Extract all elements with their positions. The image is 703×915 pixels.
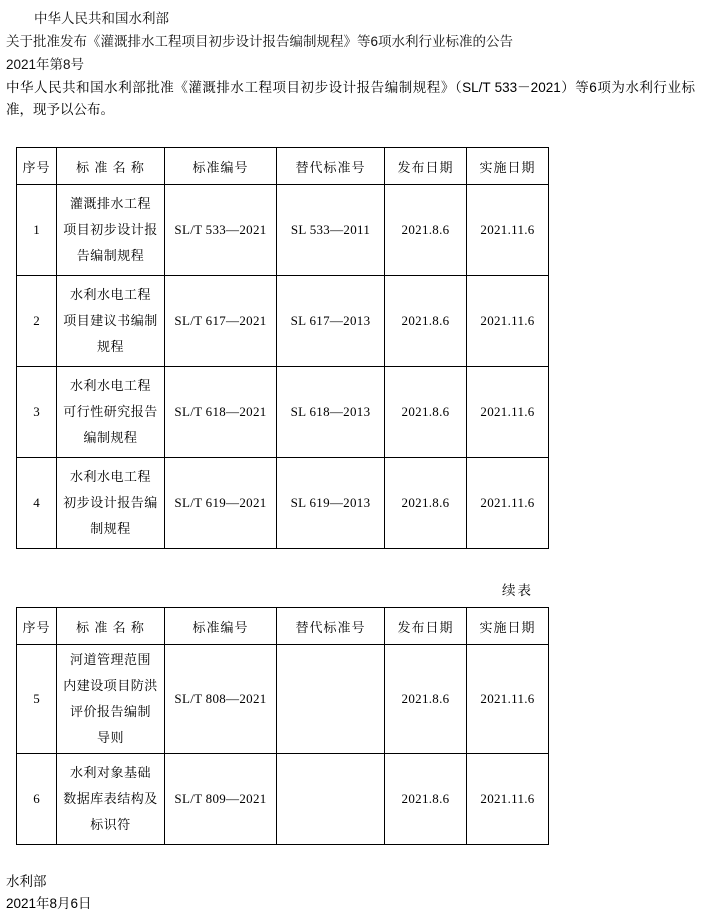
cell-effective: 2021.11.6 (467, 458, 549, 549)
table-header-row (17, 148, 549, 185)
name-line: 编制规程 (83, 430, 138, 445)
table-row (17, 754, 549, 845)
cell-name (57, 754, 165, 845)
cell-published: 2021.8.6 (385, 276, 467, 367)
header-cell-no: 序号 (17, 608, 57, 645)
cell-code: SL/T 618—2021 (165, 367, 277, 458)
header-cell-published: 发布日期 (385, 608, 467, 645)
name-line: 告编制规程 (76, 248, 145, 263)
cell-no: 3 (17, 367, 57, 458)
table-row (17, 276, 549, 367)
header-cell-no: 序号 (17, 148, 57, 185)
footer-date: 2021年8月6日 (6, 896, 92, 911)
header-cell-effective: 实施日期 (467, 608, 549, 645)
name-line: 可行性研究报告 (63, 404, 158, 419)
cell-code: SL/T 619—2021 (165, 458, 277, 549)
cell-replaces: SL 533—2011 (277, 185, 385, 276)
cell-effective: 2021.11.6 (467, 754, 549, 845)
cell-replaces: SL 617—2013 (277, 276, 385, 367)
header-cell-name: 标 准 名 称 (57, 148, 165, 185)
name-line: 标识符 (90, 817, 131, 832)
document-number: 2021年第8号 (6, 57, 85, 72)
name-line: 水利水电工程 (69, 469, 151, 484)
name-line: 规程 (96, 339, 124, 354)
announcement-title: 关于批准发布《灌溉排水工程项目初步设计报告编制规程》等6项水利行业标准的公告 (6, 34, 514, 49)
table-header-row (17, 608, 549, 645)
issuer-line: 中华人民共和国水利部 (34, 11, 169, 26)
cell-published: 2021.8.6 (385, 645, 467, 754)
name-line: 数据库表结构及 (63, 791, 158, 806)
name-line: 内建设项目防洪 (63, 678, 158, 693)
cell-effective: 2021.11.6 (467, 645, 549, 754)
announcement-body: 中华人民共和国水利部批准《灌溉排水工程项目初步设计报告编制规程》（SL/T 533－2021）等6项为水利行业标准，现予以公布。 (6, 80, 695, 117)
header-cell-replaces: 替代标准号 (277, 148, 385, 185)
cell-replaces: SL 618—2013 (277, 367, 385, 458)
cell-published: 2021.8.6 (385, 754, 467, 845)
cell-replaces (277, 754, 385, 845)
header-cell-replaces: 替代标准号 (277, 608, 385, 645)
footer-issuer: 水利部 (6, 874, 47, 889)
cell-published: 2021.8.6 (385, 458, 467, 549)
header-cell-name: 标 准 名 称 (57, 608, 165, 645)
table-row (17, 458, 549, 549)
name-line: 评价报告编制 (69, 704, 151, 719)
name-line: 灌溉排水工程 (69, 196, 151, 211)
continued-table-label: 续表 (502, 583, 533, 598)
cell-code: SL/T 533—2021 (165, 185, 277, 276)
cell-name (57, 185, 165, 276)
header-cell-effective: 实施日期 (467, 148, 549, 185)
name-line: 河道管理范围 (69, 652, 151, 667)
name-line: 初步设计报告编 (63, 495, 158, 510)
cell-name (57, 367, 165, 458)
cell-code: SL/T 809—2021 (165, 754, 277, 845)
cell-effective: 2021.11.6 (467, 367, 549, 458)
name-line: 制规程 (90, 521, 131, 536)
standards-table-page1 (16, 147, 549, 549)
cell-replaces: SL 619—2013 (277, 458, 385, 549)
name-line: 项目建议书编制 (63, 313, 158, 328)
table-row (17, 367, 549, 458)
cell-no: 2 (17, 276, 57, 367)
cell-effective: 2021.11.6 (467, 276, 549, 367)
cell-no: 5 (17, 645, 57, 754)
cell-replaces (277, 645, 385, 754)
table-row (17, 185, 549, 276)
table-row (17, 645, 549, 754)
cell-no: 1 (17, 185, 57, 276)
cell-code: SL/T 808—2021 (165, 645, 277, 754)
header-cell-code: 标准编号 (165, 148, 277, 185)
cell-published: 2021.8.6 (385, 367, 467, 458)
cell-name (57, 458, 165, 549)
name-line: 水利对象基础 (69, 765, 151, 780)
cell-name (57, 276, 165, 367)
name-line: 导则 (96, 730, 124, 745)
header-cell-published: 发布日期 (385, 148, 467, 185)
cell-code: SL/T 617—2021 (165, 276, 277, 367)
name-line: 项目初步设计报 (63, 222, 158, 237)
cell-no: 6 (17, 754, 57, 845)
cell-no: 4 (17, 458, 57, 549)
cell-published: 2021.8.6 (385, 185, 467, 276)
standards-table-page2 (16, 607, 549, 845)
cell-name (57, 645, 165, 754)
name-line: 水利水电工程 (69, 287, 151, 302)
name-line: 水利水电工程 (69, 378, 151, 393)
cell-effective: 2021.11.6 (467, 185, 549, 276)
header-cell-code: 标准编号 (165, 608, 277, 645)
